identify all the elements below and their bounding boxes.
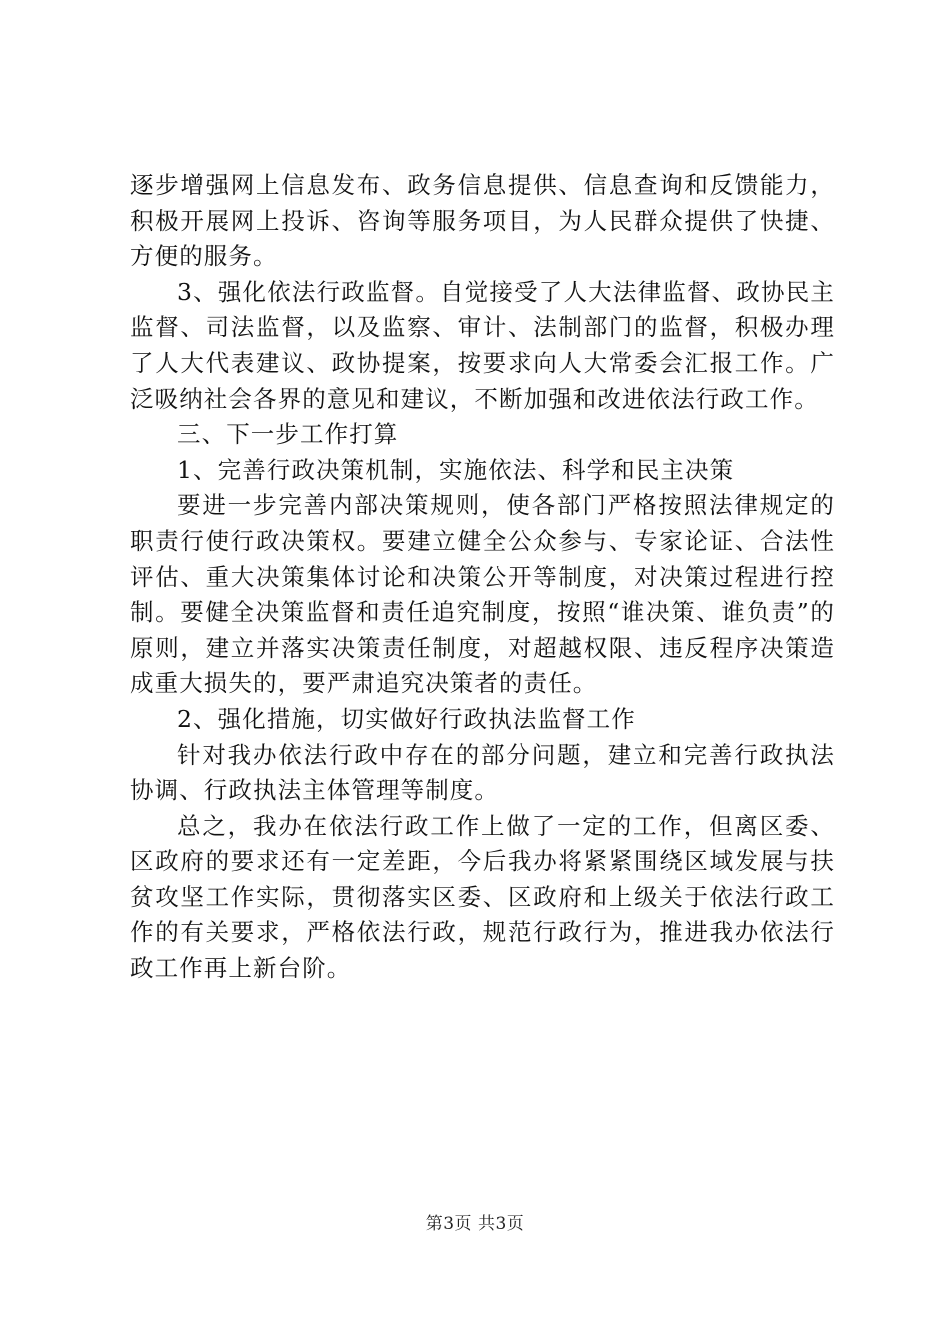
paragraph-supervision: 3、强化依法行政监督。自觉接受了人大法律监督、政协民主监督、司法监督，以及监察、审计、法制部门的监督，积极办理了人大代表建议、政协提案，按要求向人大常委会汇报工作。广泛吸纳社会各界的意见和建议，不断加强和改进依法行政工作。 bbox=[130, 277, 835, 413]
section-heading-next-steps: 三、下一步工作打算 bbox=[177, 420, 399, 449]
paragraph-continuation: 逐步增强网上信息发布、政务信息提供、信息查询和反馈能力，积极开展网上投诉、咨询等服务项目，为人民群众提供了快捷、方便的服务。 bbox=[130, 171, 835, 271]
subheading-decision-mechanism: 1、完善行政决策机制，实施依法、科学和民主决策 bbox=[177, 455, 735, 484]
subheading-enforcement-supervision: 2、强化措施，切实做好行政执法监督工作 bbox=[177, 704, 636, 733]
paragraph-conclusion: 总之，我办在依法行政工作上做了一定的工作，但离区委、区政府的要求还有一定差距，今后我办将紧紧围绕区域发展与扶贫攻坚工作实际，贯彻落实区委、区政府和上级关于依法行政工作的有关要求，严格依法行政，规范行政行为，推进我办依法行政工作再上新台阶。 bbox=[130, 811, 835, 983]
document-body bbox=[130, 168, 835, 987]
paragraph-enforcement-problems: 针对我办依法行政中存在的部分问题，建立和完善行政执法协调、行政执法主体管理等制度。 bbox=[130, 740, 835, 805]
page-number-footer: 第3页 共3页 bbox=[425, 1214, 525, 1234]
paragraph-decision-rules: 要进一步完善内部决策规则，使各部门严格按照法律规定的职责行使行政决策权。要建立健全公众参与、专家论证、合法性评估、重大决策集体讨论和决策公开等制度，对决策过程进行控制。要健全决策监督和责任追究制度，按照“谁决策、谁负责”的原则，建立并落实决策责任制度，对超越权限、违反程序决策造成重大损失的，要严肃追究决策者的责任。 bbox=[130, 491, 835, 698]
